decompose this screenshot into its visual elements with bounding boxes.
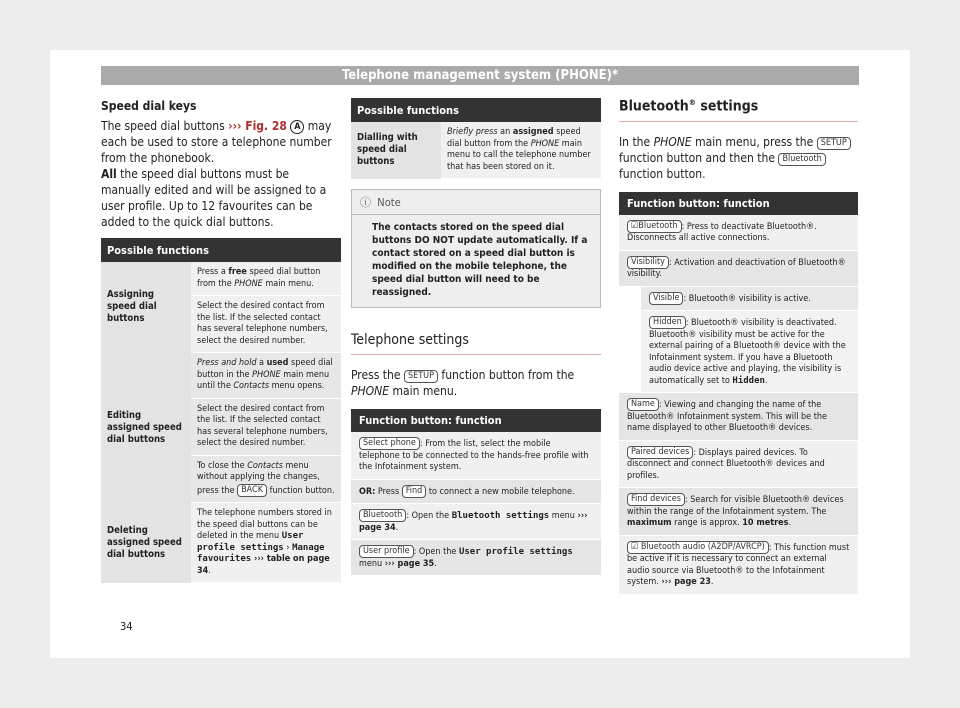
note-box <box>351 189 601 308</box>
page-reference-link[interactable]: ››› page 23 <box>661 577 711 588</box>
table-header: Function button: function <box>619 192 858 215</box>
info-icon: ⓘ <box>360 196 371 209</box>
row-label-edit: Editing assigned speed dial buttons <box>101 353 191 503</box>
hidden-row: Hidden : Bluetooth® visibility is deactivated. Bluetooth® visibility must be active for the external pairing of a Bluetooth® device with the Infotainment system. If you have a Bluetooth audio device active and playing, the visibility is automatically set to Hidden. <box>641 311 858 393</box>
page-number: 34 <box>120 620 133 633</box>
assign-step-2: Select the desired contact from the list. If the selected contact has several telephone numbers, select the desired number. <box>191 296 341 353</box>
speed-dial-functions-table-cont <box>351 98 601 179</box>
delete-step: The telephone numbers stored in the speed dial buttons can be deleted in the menu User profile settings › Manage favourites ››› table on page 34. <box>191 503 341 583</box>
assign-step-1: Press a free speed dial button from the PHONE main menu. <box>191 262 341 296</box>
find-devices-row: Find devices : Search for visible Bluetooth® devices within the range of the Infotainment system. The maximum range is approx. 10 metres. <box>619 488 858 536</box>
page-reference-link[interactable]: ››› page 34 <box>359 511 588 533</box>
bluetooth-row: Bluetooth : Open the Bluetooth settings menu ››› page 34. <box>351 504 601 540</box>
find-devices-key[interactable]: Find devices <box>627 493 685 506</box>
table-reference-link[interactable]: ››› table on page 34 <box>197 554 330 576</box>
note-text: The contacts stored on the speed dial buttons DO NOT update automatically. If a contact stored on a speed dial button is modified on the mobile telephone, the speed dial button will need to be reassigned. <box>372 222 588 298</box>
user-profile-row: User profile : Open the User profile settings menu ››› page 35. <box>351 540 601 576</box>
paired-devices-key[interactable]: Paired devices <box>627 446 693 459</box>
back-key[interactable]: BACK <box>237 484 267 497</box>
manual-page <box>50 50 910 658</box>
dial-step: Briefly press an assigned speed dial button from the PHONE main menu to call the telephone number that has been stored on it. <box>441 122 601 179</box>
row-label-dial: Dialling with speed dial buttons <box>351 122 441 179</box>
row-label-assign: Assigning speed dial buttons <box>101 262 191 353</box>
column-middle <box>351 98 601 576</box>
telephone-settings-title: Telephone settings <box>351 332 601 355</box>
telephone-settings-intro: Press the SETUP function button from the PHONE main menu. <box>351 368 575 398</box>
chapter-header: Telephone management system (PHONE)* <box>101 66 859 85</box>
edit-step-1: Press and hold a used speed dial button in the PHONE main menu until the Contacts menu opens. <box>191 353 341 399</box>
column-right <box>619 98 858 595</box>
bluetooth-settings-title: Bluetooth® settings <box>619 98 858 122</box>
bluetooth-settings-intro: In the PHONE main menu, press the SETUP function button and then the Bluetooth function button. <box>619 134 858 182</box>
select-phone-row: Select phone : From the list, select the mobile telephone to be connected to the hands-free profile with the Infotainment system. <box>351 432 601 480</box>
bluetooth-key[interactable]: Bluetooth <box>778 153 825 166</box>
speed-dial-note: All the speed dial buttons must be manually edited and will be assigned to a user profile. Up to 12 favourites can be added to the quick dial buttons. <box>101 167 327 229</box>
visibility-row: Visibility : Activation and deactivation of Bluetooth® visibility. <box>619 251 858 287</box>
bluetooth-audio-row: ☑ Bluetooth audio (A2DP/AVRCP) : This function must be active if it is necessary to connect an external audio source via Bluetooth® to the Infotainment system. ››› page 23. <box>619 536 858 595</box>
speed-dial-intro: The speed dial buttons ››› Fig. 28 A may each be used to store a telephone number from the phonebook. <box>101 119 332 165</box>
find-key[interactable]: Find <box>402 485 427 498</box>
fig-reference-link[interactable]: ››› Fig. 28 <box>228 119 287 133</box>
table-header: Possible functions <box>101 238 341 262</box>
edit-step-3: To close the Contacts menu without applying the changes, press the BACK function button. <box>191 455 341 503</box>
note-header: ⓘ Note <box>352 190 600 215</box>
callout-a: A <box>290 120 304 134</box>
checkbox-icon: ☑ <box>631 541 639 552</box>
paired-devices-row: Paired devices : Displays paired devices. To disconnect and connect Bluetooth® devices and profiles. <box>619 441 858 489</box>
bluetooth-checkbox-key[interactable]: ☑Bluetooth <box>627 220 682 233</box>
visibility-key[interactable]: Visibility <box>627 256 669 269</box>
speed-dial-functions-table <box>101 238 341 583</box>
visible-key[interactable]: Visible <box>649 292 683 305</box>
visible-row: Visible : Bluetooth® visibility is active. <box>641 287 858 312</box>
table-header: Possible functions <box>351 98 601 122</box>
setup-key[interactable]: SETUP <box>404 370 438 383</box>
bluetooth-toggle-row: ☑Bluetooth : Press to deactivate Bluetooth®. Disconnects all active connections. <box>619 215 858 251</box>
checkbox-icon: ☑ <box>631 220 639 231</box>
name-key[interactable]: Name <box>627 398 659 411</box>
bluetooth-audio-key[interactable]: ☑ Bluetooth audio (A2DP/AVRCP) <box>627 541 769 554</box>
table-header: Function button: function <box>351 409 601 432</box>
telephone-functions-table <box>351 409 601 576</box>
user-profile-key[interactable]: User profile <box>359 545 414 558</box>
speed-dial-heading: Speed dial keys <box>101 99 197 113</box>
bluetooth-key[interactable]: Bluetooth <box>359 509 406 522</box>
edit-step-2: Select the desired contact from the list. If the selected contact has several telephone numbers, select the desired number. <box>191 398 341 455</box>
setup-key[interactable]: SETUP <box>817 137 851 150</box>
select-phone-key[interactable]: Select phone <box>359 437 420 450</box>
hidden-key[interactable]: Hidden <box>649 316 686 329</box>
column-left <box>101 98 341 583</box>
find-row: OR: Press Find to connect a new mobile telephone. <box>351 480 601 505</box>
name-row: Name : Viewing and changing the name of the Bluetooth® Infotainment system. This will be the name displayed to other Bluetooth® devices. <box>619 393 858 441</box>
bluetooth-functions-table <box>619 192 858 595</box>
row-label-delete: Deleting assigned speed dial buttons <box>101 503 191 583</box>
page-reference-link[interactable]: ››› page 35 <box>384 558 435 569</box>
